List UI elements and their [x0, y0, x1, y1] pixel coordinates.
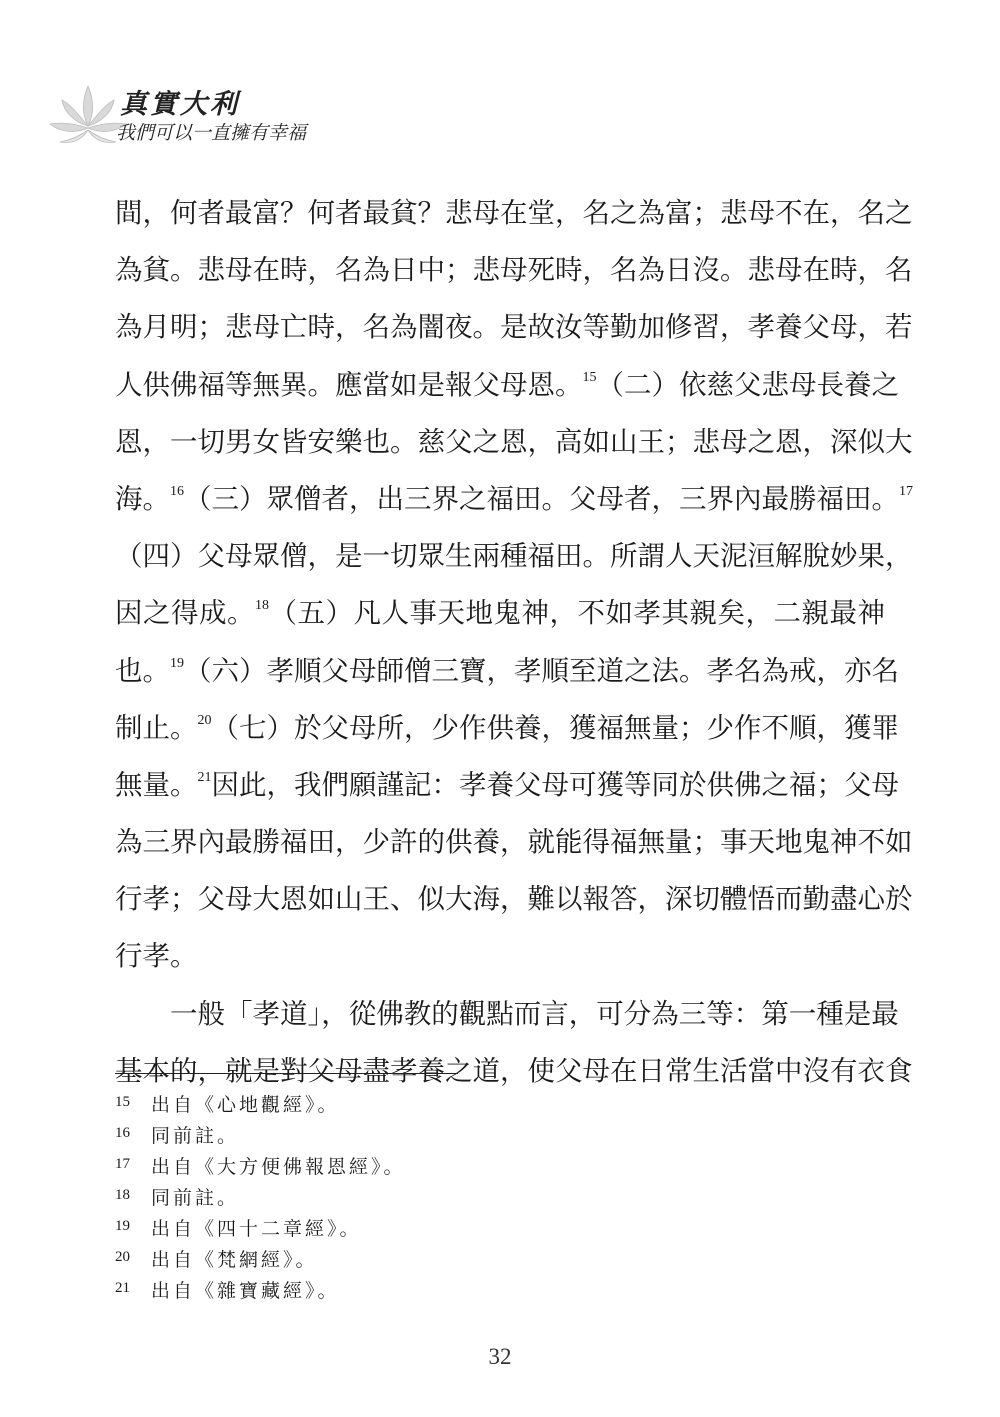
text-run: 行孝。 — [115, 940, 198, 973]
text-run: 基本的，就是對父母盡孝養之道，使父母在日常生活當中沒有衣食 — [115, 1054, 913, 1087]
text-run: 人供佛福等無異。應當如是報父母恩。 — [115, 368, 583, 401]
text-run: （六）孝順父母師僧三寶，孝順至道之法。孝名為戒，亦名 — [184, 654, 899, 687]
footnote-ref: 15 — [582, 369, 597, 385]
footnotes — [115, 1090, 715, 1307]
text-run: 恩，一切男女皆安樂也。慈父之恩，高如山王；悲母之恩，深似大 — [115, 425, 913, 458]
text-line — [115, 643, 899, 700]
text-line — [115, 757, 899, 814]
text-line — [115, 871, 913, 928]
text-line — [115, 471, 913, 528]
text-line — [115, 986, 899, 1043]
footnote-item — [115, 1152, 715, 1183]
header-subtitle: 我們可以一直擁有幸福 — [116, 122, 307, 144]
text-run: 為月明；悲母亡時，名為闇夜。是故汝等勤加修習，孝養父母，若 — [115, 311, 913, 344]
body-text — [115, 185, 913, 1100]
footnote-item — [115, 1121, 715, 1152]
text-run: （二）依慈父悲母長養之 — [596, 368, 899, 401]
footnote-item — [115, 1214, 715, 1245]
footnote-ref: 18 — [255, 598, 269, 614]
footnote-text: 出自《四十二章經》。 — [151, 1218, 362, 1240]
text-line — [115, 185, 913, 242]
text-line — [115, 242, 913, 299]
text-run: 制止。 — [115, 711, 198, 744]
footnote-number: 18 — [115, 1187, 130, 1203]
footnote-item — [115, 1276, 715, 1307]
text-line — [115, 814, 913, 871]
text-line — [115, 528, 913, 585]
footnote-text: 出自《梵網經》。 — [151, 1249, 318, 1271]
footnote-ref: 19 — [170, 655, 184, 671]
text-run: 因之得成。 — [115, 597, 255, 630]
footnote-item — [115, 1090, 715, 1121]
text-run: 間，何者最富？何者最貧？悲母在堂，名之為富；悲母不在，名之 — [115, 197, 913, 229]
footnote-number: 21 — [115, 1280, 130, 1296]
text-run: 為貧。悲母在時，名為日中；悲母死時，名為日沒。悲母在時，名 — [115, 254, 913, 287]
footnote-divider — [115, 1073, 458, 1074]
text-line — [115, 700, 899, 757]
running-header — [48, 78, 348, 158]
footnote-text: 出自《雜寶藏經》。 — [151, 1280, 340, 1302]
text-line — [115, 928, 885, 985]
footnote-ref: 21 — [197, 769, 212, 785]
footnote-text: 出自《心地觀經》。 — [151, 1094, 340, 1116]
footnote-number: 19 — [115, 1218, 130, 1234]
footnote-text: 出自《大方便佛報恩經》。 — [151, 1156, 406, 1178]
footnote-item — [115, 1183, 715, 1214]
header-title: 真實大利 — [120, 89, 240, 120]
text-run: 為三界內最勝福田，少許的供養，就能得福無量；事天地鬼神不如 — [115, 826, 913, 859]
footnote-ref: 20 — [197, 712, 212, 728]
text-line — [115, 299, 913, 356]
text-line — [115, 357, 899, 414]
text-run: 海。 — [115, 482, 170, 515]
footnote-ref: 17 — [899, 483, 913, 499]
text-line — [115, 414, 913, 471]
page-number: 32 — [488, 1344, 512, 1369]
text-run: 一般「孝道」，從佛教的觀點而言，可分為三等：第一種是最 — [170, 997, 899, 1030]
footnote-text: 同前註。 — [151, 1125, 240, 1147]
text-run: 無量。 — [115, 768, 198, 801]
footnote-item — [115, 1245, 715, 1276]
footnote-number: 15 — [115, 1094, 130, 1110]
text-line — [115, 585, 885, 642]
footnote-number: 17 — [115, 1156, 130, 1172]
footnote-text: 同前註。 — [151, 1187, 240, 1209]
footnote-number: 16 — [115, 1125, 130, 1141]
text-run: （五）凡人事天地鬼神，不如孝其親矣，二親最神 — [269, 597, 885, 630]
footnote-number: 20 — [115, 1249, 130, 1265]
text-run: 因此，我們願謹記：孝養父母可獲等同於供佛之福；父母 — [211, 768, 899, 801]
text-run: （七）於父母所，少作供養，獲福無量；少作不順，獲罪 — [211, 711, 899, 744]
text-run: 行孝；父母大恩如山王、似大海，難以報答，深切體悟而勤盡心於 — [115, 883, 913, 916]
text-run: （三）眾僧者，出三界之福田。父母者，三界內最勝福田。 — [184, 482, 899, 515]
text-run: 也。 — [115, 654, 170, 687]
footnote-ref: 16 — [170, 483, 184, 499]
text-run: （四）父母眾僧，是一切眾生兩種福田。所謂人天泥洹解脫妙果， — [115, 540, 913, 573]
